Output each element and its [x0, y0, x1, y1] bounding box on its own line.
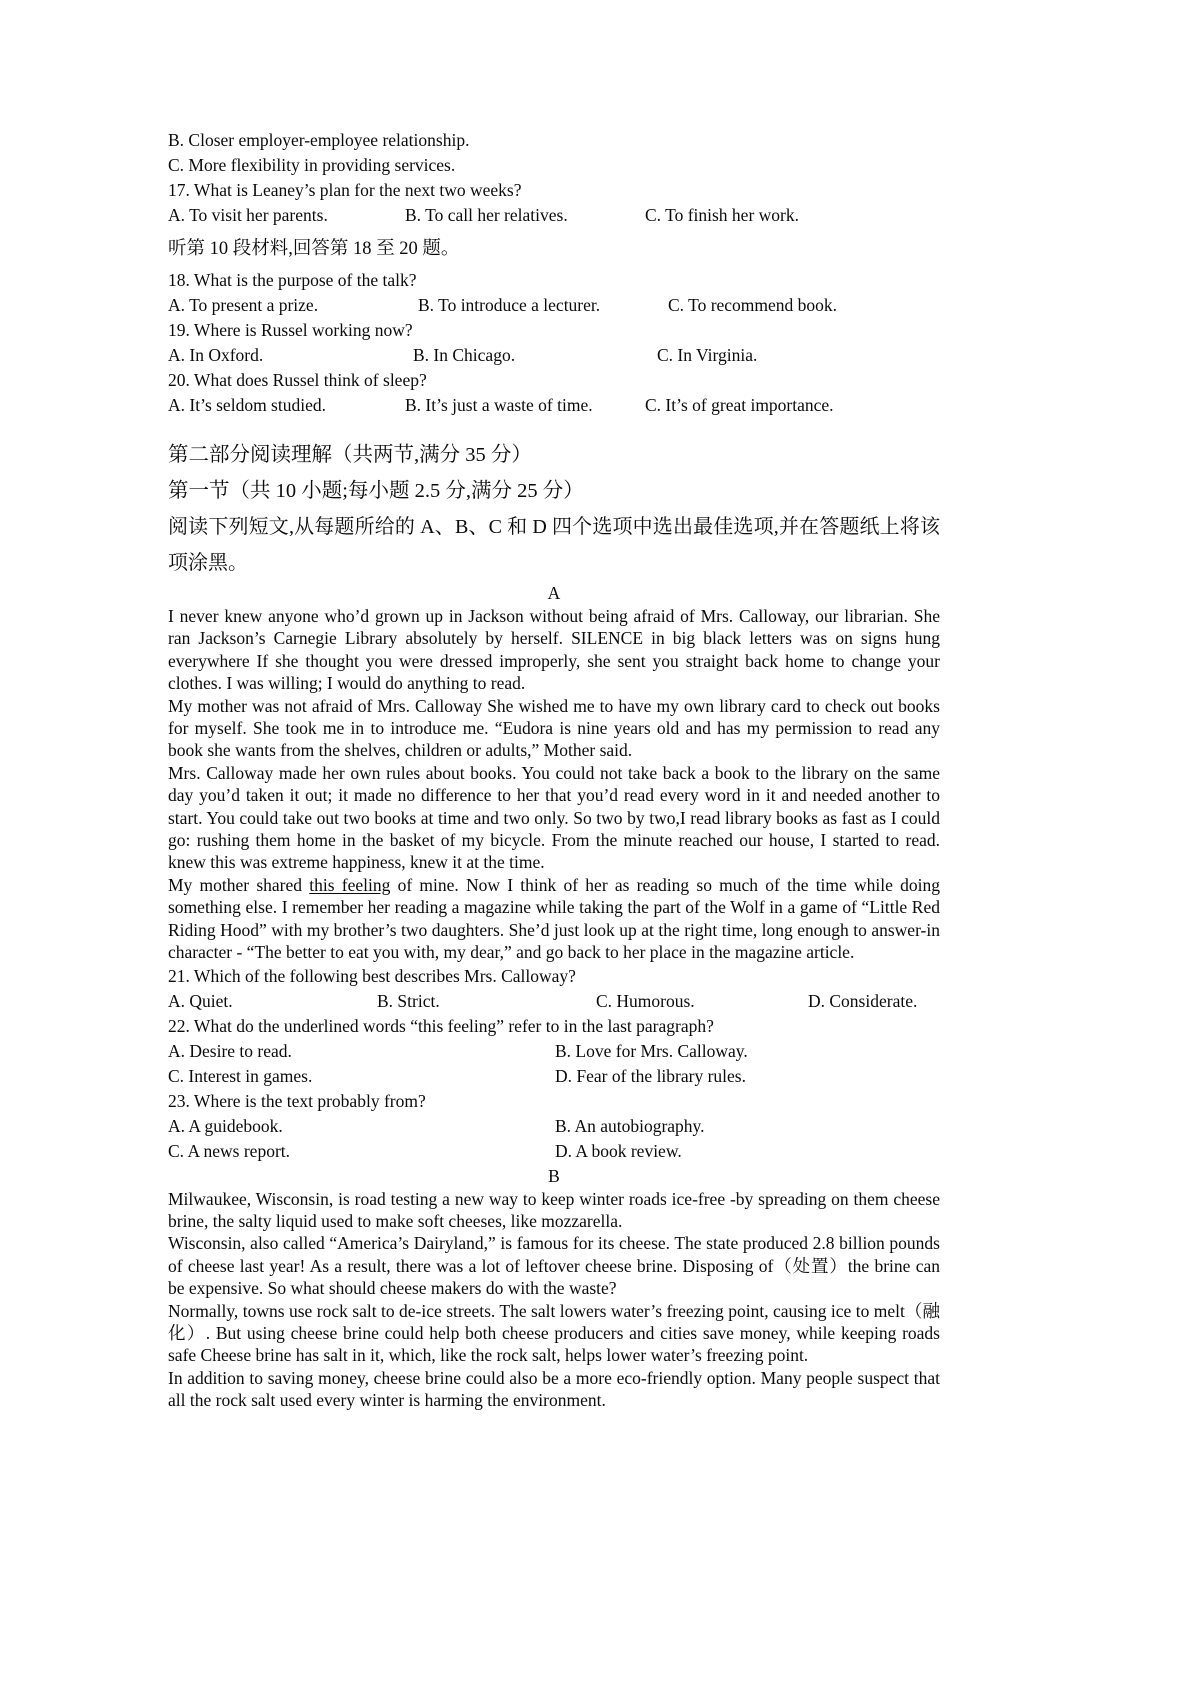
q22-option-b: B. Love for Mrs. Calloway. [555, 1040, 748, 1061]
q22-options-row-2 [168, 1064, 940, 1089]
q18-option-a: A. To present a prize. [168, 295, 319, 315]
q18-option-b: B. To introduce a lecturer. [418, 295, 601, 315]
q21-option-b: B. Strict. [377, 990, 440, 1011]
q19-option-a: A. In Oxford. [168, 345, 264, 365]
passage-b-paragraph-2: Wisconsin, also called “America’s Dairyland,” is famous for its cheese. The state produced 2.8 billion pounds of cheese last year! As a result, there was a lot of leftover cheese brine. Disposing of（处置）the brine can be expensive. So what should cheese makers do with the waste? [168, 1233, 940, 1299]
passage-a-paragraph-3: Mrs. Calloway made her own rules about books. You could not take back a book to the library on the same day you’d taken it out; it made no difference to her that you’d read every word in it and needed another to start. You could take out two books at time and two only. So two by two,I read library books as fast as I could go: rushing them home in the basket of my bicycle. From the minute reached our house, I started to read. knew this was extreme happiness, knew it at the time. [168, 762, 940, 873]
q22-option-c: C. Interest in games. [168, 1065, 313, 1086]
q21-option-c: C. Humorous. [596, 990, 695, 1011]
q22-options-row-1 [168, 1039, 940, 1064]
section1-header: 第一节（共 10 小题;每小题 2.5 分,满分 25 分） [168, 480, 584, 502]
q17-option-c: C. To finish her work. [645, 205, 799, 225]
q19-options-row [168, 343, 940, 368]
q23-options-row-2 [168, 1139, 940, 1164]
q18-options-row [168, 293, 940, 318]
q23-option-a: A. A guidebook. [168, 1115, 283, 1136]
q19-stem: 19. Where is Russel working now? [168, 320, 413, 340]
q23-option-b: B. An autobiography. [555, 1115, 705, 1136]
q16-option-b-line: B. Closer employer-employee relationship. [168, 130, 470, 150]
q18-option-c: C. To recommend book. [668, 295, 838, 315]
q17-option-a: A. To visit her parents. [168, 205, 328, 225]
underlined-words: this feeling [309, 874, 391, 895]
q17-options-row [168, 203, 940, 228]
q23-option-c: C. A news report. [168, 1140, 291, 1161]
q17-option-b: B. To call her relatives. [405, 205, 568, 225]
reading-instructions: 阅读下列短文,从每题所给的 A、B、C 和 D 四个选项中选出最佳选项,并在答题纸上将该项涂黑。 [168, 516, 940, 574]
q18-stem: 18. What is the purpose of the talk? [168, 270, 417, 290]
q16-option-c-line: C. More flexibility in providing services. [168, 155, 456, 175]
q21-stem: 21. Which of the following best describes Mrs. Calloway? [168, 965, 576, 986]
passage-a-paragraph-4 [168, 874, 940, 964]
passage-a-paragraph-2: My mother was not afraid of Mrs. Calloway She wished me to have my own library card to check out books for myself. She took me in to introduce me. “Eudora is nine years old and has my permission to read any book she wants from the shelves, children or adults,” Mother said. [168, 695, 940, 761]
passage-b-label: B [548, 1165, 560, 1186]
q21-options-row [168, 989, 940, 1014]
q22-option-a: A. Desire to read. [168, 1040, 292, 1061]
passage-a-paragraph-1: I never knew anyone who’d grown up in Jackson without being afraid of Mrs. Calloway, our librarian. She ran Jackson’s Carnegie Library absolutely by herself. SILENCE in big black letters was on signs hung everywhere If she thought you were dressed improperly, she sent you straight back home to change your clothes. I was willing; I would do anything to read. [168, 606, 940, 694]
passage-b-paragraph-1: Milwaukee, Wisconsin, is road testing a new way to keep winter roads ice-free -by spreading on them cheese brine, the salty liquid used to make soft cheeses, like mozzarella. [168, 1188, 940, 1231]
q17-stem: 17. What is Leaney’s plan for the next two weeks? [168, 180, 522, 200]
part2-header: 第二部分阅读理解（共两节,满分 35 分） [168, 444, 532, 466]
passage-b-paragraph-4: In addition to saving money, cheese brine could also be a more eco-friendly option. Many people suspect that all the rock salt used every winter is harming the environment. [168, 1367, 940, 1411]
q20-option-b: B. It’s just a waste of time. [405, 395, 593, 415]
q22-option-d: D. Fear of the library rules. [555, 1065, 746, 1086]
exam-page [168, 0, 940, 1412]
listening-material-note: 听第 10 段材料,回答第 18 至 20 题。 [168, 239, 460, 259]
q23-stem: 23. Where is the text probably from? [168, 1090, 426, 1111]
q23-options-row-1 [168, 1114, 940, 1139]
q21-option-d: D. Considerate. [808, 990, 918, 1011]
q20-options-row [168, 393, 940, 418]
q19-option-b: B. In Chicago. [413, 345, 516, 365]
q20-option-c: C. It’s of great importance. [645, 395, 834, 415]
passage-a-p4-post: of mine. Now I think of her as reading so much of the time while doing something else. I remember her reading a magazine while taking the part of the Wolf in a game of “Little Red Riding Hood” with my brother’s two daughters. She’d just look up at the right time, long enough to answer-in character - “The better to eat you with, my dear,” and go back to her place in the magazine article. [168, 874, 940, 963]
q20-option-a: A. It’s seldom studied. [168, 395, 326, 415]
passage-a-p4-pre: My mother shared [168, 874, 310, 895]
q23-option-d: D. A book review. [555, 1140, 682, 1161]
q21-option-a: A. Quiet. [168, 990, 233, 1011]
passage-b-paragraph-3: Normally, towns use rock salt to de-ice streets. The salt lowers water’s freezing point, causing ice to melt（融化）. But using cheese brine could help both cheese producers and cities save money, while keeping roads safe Cheese brine has salt in it, which, like the rock salt, helps lower water’s freezing point. [168, 1300, 940, 1366]
q20-stem: 20. What does Russel think of sleep? [168, 370, 427, 390]
q22-stem: 22. What do the underlined words “this feeling” refer to in the last paragraph? [168, 1015, 714, 1036]
q19-option-c: C. In Virginia. [657, 345, 758, 365]
passage-a-label: A [547, 583, 561, 603]
